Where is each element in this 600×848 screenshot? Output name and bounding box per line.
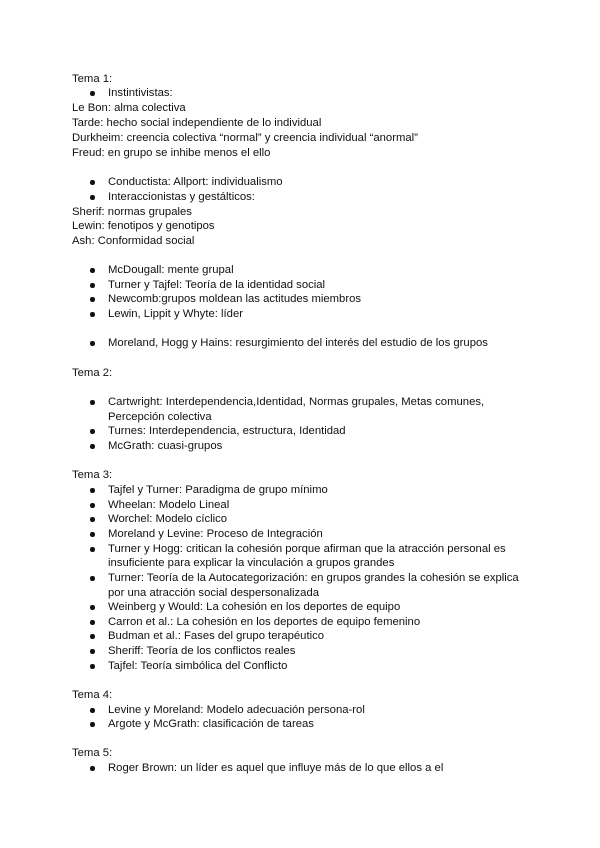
bullet-icon [90,400,95,405]
bullet-icon [90,503,95,508]
tema-3-heading: Tema 3: [72,469,113,481]
list-item: Turnes: Interdependencia, estructura, Identidad [108,424,346,439]
list-item: Instintivistas: [108,86,173,101]
list-item: Turner y Hogg: critican la cohesión porque afirman que la atracción personal es [108,542,506,557]
list-item: Newcomb:grupos moldean las actitudes miembros [108,292,361,307]
bullet-icon [90,576,95,581]
list-item: Budman et al.: Fases del grupo terapéutico [108,629,324,644]
bullet-icon [90,180,95,185]
bullet-icon [90,488,95,493]
bullet-icon [90,605,95,610]
bullet-icon [90,429,95,434]
list-item: Argote y McGrath: clasificación de tareas [108,717,314,732]
list-item: Tajfel: Teoría simbólica del Conflicto [108,659,287,674]
bullet-icon [90,91,95,96]
bullet-icon [90,722,95,727]
list-item: Levine y Moreland: Modelo adecuación persona-rol [108,703,365,718]
bullet-icon [90,634,95,639]
bullet-icon [90,444,95,449]
tema-1-heading: Tema 1: [72,73,113,85]
list-item: Turner: Teoría de la Autocategorización: en grupos grandes la cohesión se explica [108,571,519,586]
text-line: Ash: Conformidad social [72,235,195,247]
list-item: Worchel: Modelo cíclico [108,512,227,527]
bullet-icon [90,268,95,273]
list-item: Carron et al.: La cohesión en los deportes de equipo femenino [108,615,420,630]
text-line: Le Bon: alma colectiva [72,102,186,114]
bullet-icon [90,341,95,346]
list-item-continuation: insuficiente para explicar la vinculación a grupos grandes [108,557,395,569]
text-line: Freud: en grupo se inhibe menos el ello [72,147,271,159]
tema-2-heading: Tema 2: [72,367,113,379]
text-line: Sherif: normas grupales [72,206,192,218]
list-item-continuation: Percepción colectiva [108,411,212,423]
list-item: Conductista: Allport: individualismo [108,175,283,190]
bullet-icon [90,517,95,522]
bullet-icon [90,532,95,537]
list-item: Tajfel y Turner: Paradigma de grupo mínimo [108,483,328,498]
tema-5-heading: Tema 5: [72,747,113,759]
list-item: McDougall: mente grupal [108,263,234,278]
bullet-icon [90,547,95,552]
list-item-continuation: por una atracción social despersonalizada [108,587,320,599]
list-item: McGrath: cuasi-grupos [108,439,222,454]
list-item: Weinberg y Would: La cohesión en los deportes de equipo [108,600,400,615]
text-line: Durkheim: creencia colectiva “normal” y creencia individual “anormal” [72,132,418,144]
bullet-icon [90,195,95,200]
list-item: Sheriff: Teoría de los conflictos reales [108,644,295,659]
bullet-icon [90,649,95,654]
list-item: Turner y Tajfel: Teoría de la identidad social [108,278,325,293]
list-item: Roger Brown: un líder es aquel que influye más de lo que ellos a el [108,761,443,776]
bullet-icon [90,283,95,288]
bullet-icon [90,297,95,302]
list-item: Moreland, Hogg y Hains: resurgimiento del interés del estudio de los grupos [108,336,488,351]
list-item: Lewin, Lippit y Whyte: líder [108,307,243,322]
bullet-icon [90,312,95,317]
text-line: Tarde: hecho social independiente de lo individual [72,117,322,129]
list-item: Wheelan: Modelo Lineal [108,498,229,513]
tema-4-heading: Tema 4: [72,689,113,701]
list-item: Moreland y Levine: Proceso de Integración [108,527,323,542]
text-line: Lewin: fenotipos y genotipos [72,220,215,232]
bullet-icon [90,664,95,669]
bullet-icon [90,708,95,713]
list-item: Interaccionistas y gestálticos: [108,190,255,205]
bullet-icon [90,620,95,625]
list-item: Cartwright: Interdependencia,Identidad, Normas grupales, Metas comunes, [108,395,484,410]
bullet-icon [90,766,95,771]
